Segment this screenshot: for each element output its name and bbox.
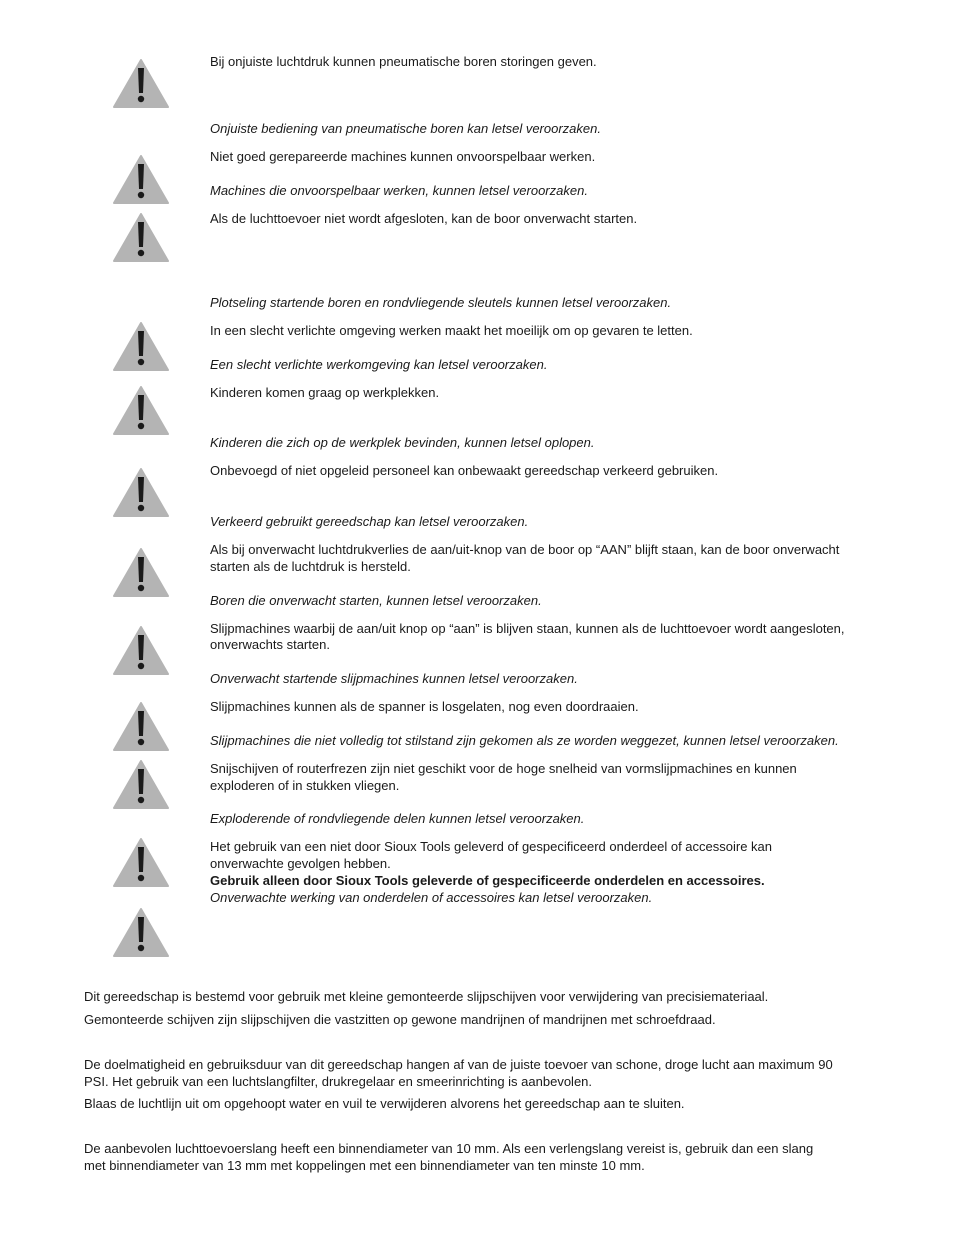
warning-text: starten als de luchtdruk is hersteld. bbox=[210, 559, 411, 574]
warning-triangle-icon bbox=[113, 701, 169, 751]
warning-consequence: Kinderen die zich op de werkplek bevinden, kunnen letsel oplopen. bbox=[210, 435, 595, 450]
warning-text: Kinderen komen graag op werkplekken. bbox=[210, 385, 440, 400]
warning-text: Als bij onverwacht luchtdrukverlies de aan/uit-knop van de boor op “AAN” blijft staan, kan de boor onverwacht bbox=[210, 542, 840, 557]
warning-triangle-icon bbox=[113, 907, 169, 957]
warning-text: Onbevoegd of niet opgeleid personeel kan onbewaakt gereedschap verkeerd gebruiken. bbox=[210, 463, 719, 478]
warning-triangle-icon bbox=[113, 321, 169, 371]
warning-triangle-icon bbox=[113, 625, 169, 675]
body-paragraph: De doelmatigheid en gebruiksduur van dit gereedschap hangen af van de juiste toevoer van schone, droge lucht aan maximum 90 bbox=[84, 1057, 833, 1072]
warning-text: Het gebruik van een niet door Sioux Tools geleverd of gespecificeerd onderdeel of accessoire kan bbox=[210, 839, 772, 854]
warning-text: In een slecht verlichte omgeving werken maakt het moeilijk om op gevaren te letten. bbox=[210, 323, 693, 338]
warning-text: Slijpmachines waarbij de aan/uit knop op “aan” is blijven staan, kunnen als de luchttoevoer wordt aangesloten, bbox=[210, 621, 845, 636]
warning-text: Snijschijven of routerfrezen zijn niet geschikt voor de hoge snelheid van vormslijpmachines en kunnen bbox=[210, 761, 797, 776]
warning-triangle-icon bbox=[113, 837, 169, 887]
warning-consequence: Verkeerd gebruikt gereedschap kan letsel veroorzaken. bbox=[210, 514, 529, 529]
warning-consequence: Exploderende of rondvliegende delen kunnen letsel veroorzaken. bbox=[210, 811, 585, 826]
warning-text: onverwachte gevolgen hebben. bbox=[210, 856, 391, 871]
warning-consequence: Slijpmachines die niet volledig tot stilstand zijn gekomen als ze worden weggezet, kunnen letsel veroorzaken. bbox=[210, 733, 839, 748]
warning-text: Bij onjuiste luchtdruk kunnen pneumatische boren storingen geven. bbox=[210, 54, 597, 69]
warning-triangle-icon bbox=[113, 547, 169, 597]
warning-text: exploderen of in stukken vliegen. bbox=[210, 778, 400, 793]
warning-consequence: Machines die onvoorspelbaar werken, kunnen letsel veroorzaken. bbox=[210, 183, 588, 198]
warning-consequence: Een slecht verlichte werkomgeving kan letsel veroorzaken. bbox=[210, 357, 548, 372]
body-paragraph: Blaas de luchtlijn uit om opgehoopt water en vuil te verwijderen alvorens het gereedschap aan te sluiten. bbox=[84, 1096, 685, 1111]
body-paragraph: De aanbevolen luchttoevoerslang heeft een binnendiameter van 10 mm. Als een verlengslang vereist is, gebruik dan een slang bbox=[84, 1141, 814, 1156]
body-paragraph: Gemonteerde schijven zijn slijpschijven die vastzitten op gewone mandrijnen of mandrijnen met schroefdraad. bbox=[84, 1012, 716, 1027]
body-paragraph: met binnendiameter van 13 mm met koppelingen met een binnendiameter van ten minste 10 mm. bbox=[84, 1158, 645, 1173]
warning-triangle-icon bbox=[113, 58, 169, 108]
warning-text: Slijpmachines kunnen als de spanner is losgelaten, nog even doordraaien. bbox=[210, 699, 639, 714]
warning-triangle-icon bbox=[113, 385, 169, 435]
warning-triangle-icon bbox=[113, 467, 169, 517]
warning-consequence: Plotseling startende boren en rondvliegende sleutels kunnen letsel veroorzaken. bbox=[210, 295, 672, 310]
warning-text: onverwachts starten. bbox=[210, 637, 330, 652]
warning-consequence: Onverwacht startende slijpmachines kunnen letsel veroorzaken. bbox=[210, 671, 578, 686]
warning-consequence: Onjuiste bediening van pneumatische boren kan letsel veroorzaken. bbox=[210, 121, 601, 136]
warning-text: Niet goed gerepareerde machines kunnen onvoorspelbaar werken. bbox=[210, 149, 596, 164]
body-paragraph: Dit gereedschap is bestemd voor gebruik met kleine gemonteerde slijpschijven voor verwijdering van precisiemateriaal. bbox=[84, 989, 769, 1004]
warning-text: Als de luchttoevoer niet wordt afgesloten, kan de boor onverwacht starten. bbox=[210, 211, 638, 226]
warning-consequence: Onverwachte werking van onderdelen of accessoires kan letsel veroorzaken. bbox=[210, 890, 653, 905]
warning-consequence: Boren die onverwacht starten, kunnen letsel veroorzaken. bbox=[210, 593, 542, 608]
body-paragraph: PSI. Het gebruik van een luchtslangfilter, drukregelaar en smeerinrichting is aanbevolen. bbox=[84, 1074, 593, 1089]
warning-triangle-icon bbox=[113, 759, 169, 809]
warning-instruction: Gebruik alleen door Sioux Tools geleverde of gespecificeerde onderdelen en accessoires. bbox=[210, 873, 765, 888]
warning-triangle-icon bbox=[113, 154, 169, 204]
warning-triangle-icon bbox=[113, 212, 169, 262]
